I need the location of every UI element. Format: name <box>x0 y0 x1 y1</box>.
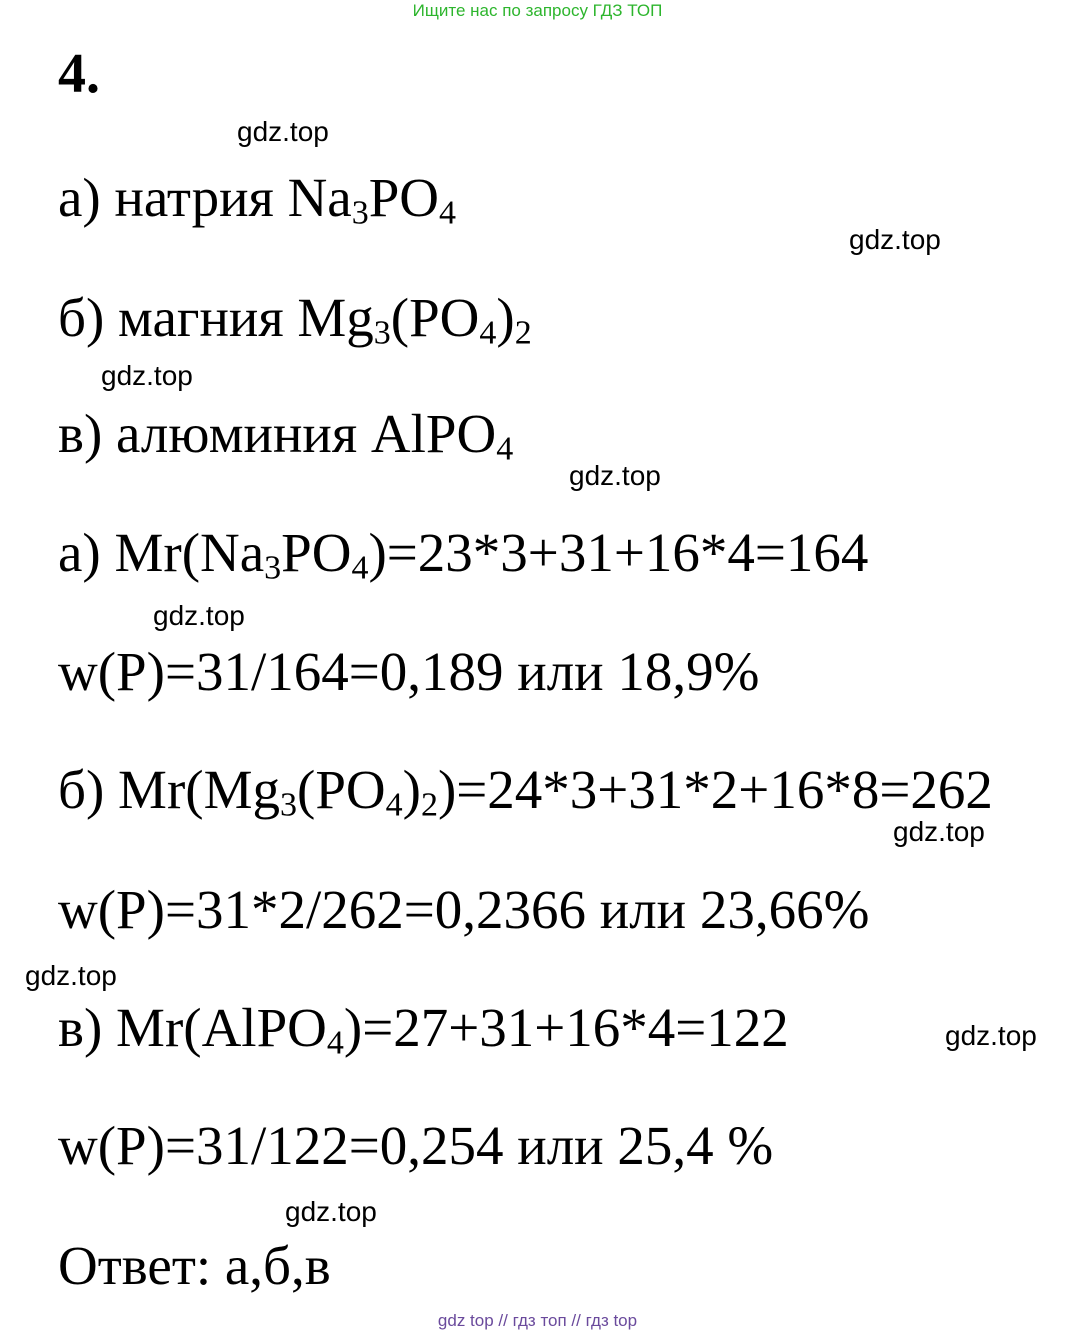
mr-line-v: в) Mr(AlPO$_4$)=27+31+16*4=122 <box>58 997 789 1062</box>
mass-fraction-line-v: w(P)=31/122=0,254 или 25,4 % <box>58 1115 774 1176</box>
watermark: gdz.top <box>285 1196 377 1227</box>
salt-line-v: в) алюминия AlPO$_4$ <box>58 403 514 468</box>
answer-line: Ответ: а,б,в <box>58 1235 331 1296</box>
watermark: gdz.top <box>101 360 193 391</box>
mr-line-a: а) $Mr(Na_3PO_4)=23*3+31+16*4=164$ <box>58 522 869 587</box>
watermark: gdz.top <box>945 1020 1037 1051</box>
mass-fraction-line-a: w(P)=31/164=0,189 или 18,9% <box>58 641 760 702</box>
top-banner: Ищите нас по запросу ГДЗ ТОП <box>412 1 663 20</box>
mr-line-b: б) $Mr(Mg_3(PO_4)_2)=24*3+31*2+16*8=262$ <box>58 759 993 824</box>
salt-line-a: а) натрия $Na_3PO_4$ <box>58 167 457 232</box>
mass-fraction-line-b: w(P)=31*2/262=0,2366 или 23,66% <box>58 879 870 940</box>
watermark: gdz.top <box>569 460 661 491</box>
salt-line-b: б) магния $Mg_3(PO_4)_2$ <box>58 287 532 352</box>
watermark: gdz.top <box>849 224 941 255</box>
watermark: gdz.top <box>25 960 117 991</box>
footer-banner: gdz top // гдз топ // гдз top <box>437 1311 638 1330</box>
watermark: gdz.top <box>237 116 329 147</box>
problem-number: 4. <box>58 43 100 105</box>
watermark: gdz.top <box>893 816 985 847</box>
watermark: gdz.top <box>153 600 245 631</box>
